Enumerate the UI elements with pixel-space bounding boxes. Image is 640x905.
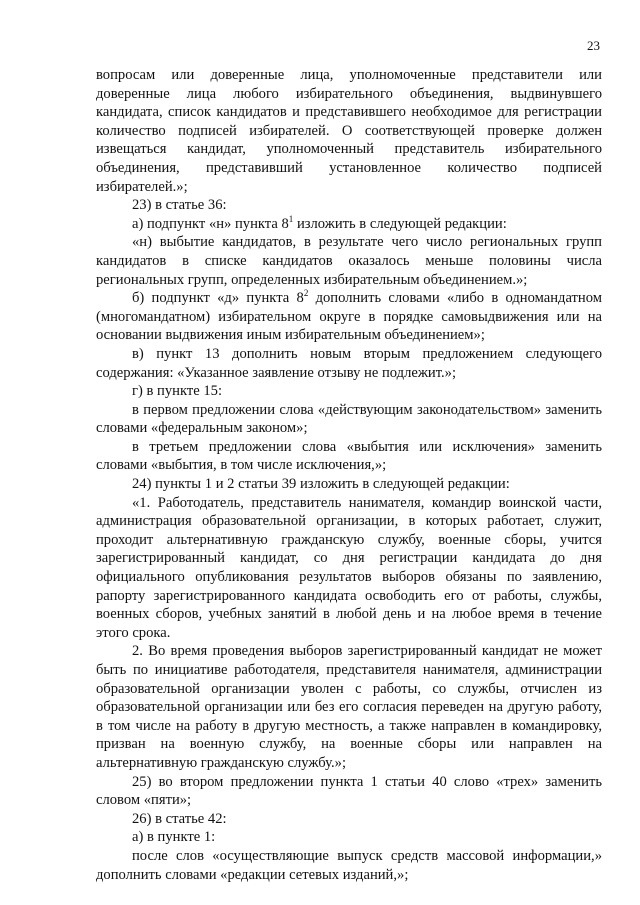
document-body: [96, 66, 602, 884]
paragraph-item-24: 24) пункты 1 и 2 статьи 39 изложить в следующей редакции:: [132, 476, 510, 493]
paragraph-item-23g-3: в третьем предложении слова «выбытия или исключения» заменить словами «выбытия, в том числе исключения,»;: [96, 438, 602, 474]
paragraph-continuation: вопросам или доверенные лица, уполномоченные представители или доверенные лица любого избирательного объединения, выдвинувшего кандидата, список кандидатов и представившего необходимое для регистрации количество подписей избирателей. О соответствующей проверке должен извещаться кандидат, уполномоченный представитель избирательного объединения, представивший установленное количество подписей избирателей.»;: [96, 67, 602, 195]
paragraph-quote-n: «н) выбытие кандидатов, в результате чего число региональных групп кандидатов в списке кандидатов оказалось меньше половины числа региональных групп, определенных избирательным объединением.»;: [96, 234, 602, 288]
paragraph-item-23b: [96, 289, 602, 345]
paragraph-item-23g: г) в пункте 15:: [132, 383, 222, 400]
page-number: 23: [587, 38, 600, 53]
paragraph-item-26: 26) в статье 42:: [132, 810, 227, 827]
paragraph-text: а) подпункт «н» пункта 8: [132, 215, 289, 232]
paragraph-item-25: 25) во втором предложении пункта 1 статьи 40 слово «трех» заменить словом «пяти»;: [96, 773, 602, 809]
paragraph-item-23: 23) в статье 36:: [132, 197, 227, 214]
paragraph-item-26a-text: после слов «осуществляющие выпуск средств массовой информации,» дополнить словами «редакции сетевых изданий,»;: [96, 847, 602, 883]
superscript: 1: [288, 213, 294, 224]
paragraph-text: дополнить словами «либо в одномандатном (многомандатном) избирательном округе в порядке самовыдвижения или на основании выдвижения иным избирательным объединением»;: [96, 290, 602, 344]
paragraph-item-23a: [96, 215, 602, 234]
paragraph-text: б) подпункт «д» пункта 8: [132, 290, 304, 307]
paragraph-quote-2: 2. Во время проведения выборов зарегистрированный кандидат не может быть по инициативе работодателя, представителя нанимателя, администрации образовательной организации уволен с работы, со службы, отчислен из образовательной организации или без его согласия переведен на другую работу, в том числе на работу в другую местность, а также направлен в командировку, призван на военную службу, на военные сборы или направлен на альтернативную гражданскую службу.»;: [96, 643, 602, 771]
paragraph-text: изложить в следующей редакции:: [293, 215, 507, 232]
paragraph-item-23v: в) пункт 13 дополнить новым вторым предложением следующего содержания: «Указанное заявление отзыву не подлежит.»;: [96, 345, 602, 381]
paragraph-quote-1: «1. Работодатель, представитель нанимателя, командир воинской части, администрация образовательной организации, в которых работает, служит, проходит альтернативную гражданскую службу, военные сборы, учится зарегистрированный кандидат, со дня регистрации кандидата до дня официального опубликования результатов выборов обязаны по заявлению, рапорту зарегистрированного кандидата освободить его от работы, службы, военных сборов, учебных занятий в любой день и на любое время в течение этого срока.: [96, 494, 602, 641]
paragraph-item-26a: а) в пункте 1:: [132, 829, 216, 846]
superscript: 2: [303, 288, 309, 299]
paragraph-item-23g-1: в первом предложении слова «действующим законодательством» заменить словами «федеральным законом»;: [96, 401, 602, 437]
